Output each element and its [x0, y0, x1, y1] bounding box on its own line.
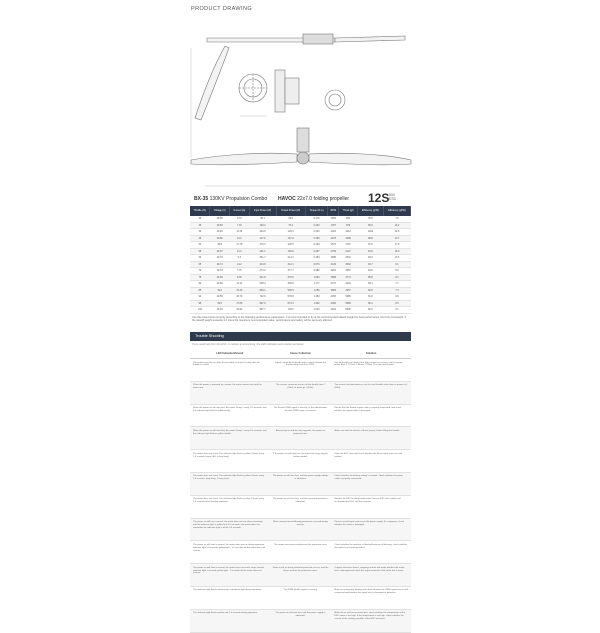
ts-header-cell: LED Indication/Sound: [190, 348, 270, 359]
perf-cell: 11.15: [230, 229, 250, 236]
ts-header-cell: Cause Collection: [270, 348, 332, 359]
perf-cell: 0.469: [305, 255, 327, 262]
perf-cell: 15.25: [230, 287, 250, 294]
perf-cell: 312.1: [276, 261, 305, 268]
perf-cell: 3062: [339, 261, 358, 268]
perf-cell: 80: [190, 281, 210, 288]
ts-cell: Signal cannot be received correct output whether the throttle value over than 110%.: [270, 359, 332, 382]
perf-cell: 90: [190, 294, 210, 301]
perf-cell: 728.0: [276, 307, 305, 314]
ts-cell: The normal received motor so set the start throttle value from its power to 5 (Pilot).: [331, 381, 411, 404]
perf-cell: 45: [190, 235, 210, 242]
perf-cell: 84.7: [357, 261, 383, 268]
perf-cell: 49.69: [210, 281, 230, 288]
perf-cell: 1.084: [305, 274, 327, 281]
perf-cell: 2995: [328, 255, 339, 262]
perf-cell: 65: [190, 261, 210, 268]
ts-cell: Motor startup forced following protection occurred during start-up.: [270, 518, 332, 541]
perf-cell: 84.9: [357, 248, 383, 255]
perf-cell: 15.79: [230, 294, 250, 301]
table-row: [190, 404, 411, 427]
troubleshooting-subnote: If you need help from the ESC, to reduce a unresolving, the LED indication and solution as below:: [192, 343, 305, 346]
perf-cell: 2278: [328, 235, 339, 242]
table-row: [190, 359, 411, 382]
perf-cell: 49.5: [210, 300, 230, 307]
perf-cell: 49.81: [210, 229, 230, 236]
ts-cell: Ensure that the throttle signal cable is properly connected, and check whether the signal cable is damaged.: [331, 404, 411, 427]
perf-cell: 548.4: [249, 281, 276, 288]
table-row: [190, 586, 411, 609]
perf-cell: 1787: [328, 222, 339, 229]
perf-cell: 100: [190, 307, 210, 314]
ts-cell: Check whether the machine is blocked because of blessing, check whether the motor is not working locked.: [331, 541, 411, 564]
perf-cell: 0.434: [305, 242, 327, 249]
perf-cell: 7.15: [230, 222, 250, 229]
table-row: [190, 450, 411, 473]
perf-cell: 1.363: [305, 294, 327, 301]
table-row: [190, 609, 411, 632]
perf-cell: 40: [190, 229, 210, 236]
perf-cell: 49.55: [210, 294, 230, 301]
perf-cell: 10.2: [383, 222, 410, 229]
perf-cell: 1289: [339, 235, 358, 242]
perf-cell: 0.497: [305, 248, 327, 255]
perf-cell: 12.6: [383, 229, 410, 236]
perf-cell: 6.1: [383, 307, 410, 314]
perf-header-cell: Current (A): [230, 206, 250, 216]
ts-cell: If the power on will start fast, the motor has long, may be below needed.: [270, 450, 332, 473]
perf-cell: 0.369: [305, 235, 327, 242]
ts-cell: Open the ESC rotor and check whether the three-motor wires are well welded.: [331, 450, 411, 473]
page-title: PRODUCT DRAWING: [191, 6, 252, 12]
perf-cell: 535.9: [276, 287, 305, 294]
perf-cell: 49.79: [210, 255, 230, 262]
perf-header-cell: RPM: [328, 206, 339, 216]
perf-cell: 81.8: [357, 294, 383, 301]
perf-cell: 55: [190, 248, 210, 255]
perf-cell: 204.9: [249, 229, 276, 236]
perf-cell: 3145: [328, 261, 339, 268]
perf-cell: 1.610: [305, 307, 327, 314]
perf-cell: 331.7: [249, 255, 276, 262]
perf-cell: 80.6: [357, 222, 383, 229]
perf-header-cell: Thrust (gf): [339, 206, 358, 216]
perf-cell: 4657: [339, 287, 358, 294]
perf-cell: 49.6: [210, 287, 230, 294]
perf-cell: 169.9: [276, 248, 305, 255]
table-row: [190, 541, 411, 564]
perf-header-cell: Torque (N.m): [305, 206, 327, 216]
perf-cell: 7.75: [230, 268, 250, 275]
perf-cell: 17.85: [230, 300, 250, 307]
perf-cell: 80.4: [357, 300, 383, 307]
perf-cell: 82.8: [357, 287, 383, 294]
perf-cell: 3774: [339, 274, 358, 281]
perf-cell: 1.256: [305, 287, 327, 294]
perf-cell: 49.85: [210, 216, 230, 222]
ts-cell: Short-circuit or during overload protection occurs, and the drives restarts the production ones.: [270, 564, 332, 587]
perf-cell: 2127: [339, 248, 358, 255]
table-row: [190, 307, 411, 314]
perf-header-cell: Output Power (W): [276, 206, 305, 216]
perf-cell: 379.5: [276, 274, 305, 281]
perf-cell: 95: [190, 300, 210, 307]
perf-cell: 26.0: [276, 216, 305, 222]
perf-cell: 639.1: [249, 287, 276, 294]
perf-cell: 83.1: [357, 281, 383, 288]
perf-cell: 214.2: [276, 255, 305, 262]
perf-cell: 0.670: [305, 261, 327, 268]
perf-cell: 11.11: [230, 281, 250, 288]
ts-cell: The indicator light flashes alternately, sometimes light during operation.: [190, 586, 270, 609]
perf-header-cell: Voltage (V): [210, 206, 230, 216]
usage-note: Use the power level correctly according to the following performance parameters. It is recommended to fly at the recommended takeoff weight for best performance. Don't fly overweight. If the takeoff weight exceeds 1.2 times the maximum recommended value, performance and safety will be seriously affected.: [192, 316, 407, 323]
perf-cell: 448.9: [276, 281, 305, 288]
ts-cell: Restore the ESC flashing model value. Ensure ESC after stable and acclimation the ESC and the program.: [331, 495, 411, 518]
perf-cell: 85.8: [357, 274, 383, 281]
perf-cell: 49.8: [210, 242, 230, 249]
ts-cell: The contact connector test in not the throttle tone 7 (Pilot), or more up 1 (Pilot).: [270, 381, 332, 404]
perf-cell: 49.87: [210, 248, 230, 255]
ts-cell: The power on will start in normal, the motor loses out and it stops instead, indicator light 1 seconds yellow light - 1 seconds off the motor does not recover.: [190, 564, 270, 587]
perf-cell: 3770: [328, 281, 339, 288]
perf-cell: 1.382: [305, 300, 327, 307]
ts-cell: Push-in turnoff again and restart the power supply. If it reappears, check whether the motor is damaged.: [331, 518, 411, 541]
perf-cell: 128.5: [276, 242, 305, 249]
perf-cell: 49.80: [210, 235, 230, 242]
perf-cell: 213.8: [249, 261, 276, 268]
perf-cell: 84.9: [357, 255, 383, 262]
motor-title: BX-35 130KV Propulsion Combo: [194, 196, 268, 202]
perf-cell: 673.3: [276, 300, 305, 307]
perf-cell: 0.290: [305, 222, 327, 229]
perf-header-cell: Efficiency (g/W): [357, 206, 383, 216]
perf-cell: 5.3: [230, 255, 250, 262]
perf-cell: 3.73: [230, 216, 250, 222]
perf-cell: 377.7: [276, 268, 305, 275]
perf-header-cell: Efficiency (gf/W): [383, 206, 410, 216]
perf-cell: 70: [190, 268, 210, 275]
perf-cell: 4155: [328, 294, 339, 301]
perf-cell: 75.2: [276, 222, 305, 229]
perf-cell: 441.8: [249, 274, 276, 281]
perf-cell: 49.72: [210, 261, 230, 268]
perf-cell: 8.2: [383, 274, 410, 281]
ts-cell: Make an emergency landing and check whether the PWM signal wire is well connected and whether the signal wire is damaged or defective.: [331, 586, 411, 609]
ts-cell: The power on will start in normal, the motor does not run during operation, indicator light 5.0 seconds yellow light - 1.0 seconds off the motor does not recover.: [190, 541, 270, 564]
perf-cell: 19.94: [230, 307, 250, 314]
ts-cell: The motor overcurrent and prevent the protection runs.: [270, 541, 332, 564]
ts-cell: The motor beep can run after the provided, instead, but only after the throttle is raised.: [190, 359, 270, 382]
perf-cell: 1012: [339, 229, 358, 236]
table-row: [190, 564, 411, 587]
perf-cell: 49.69: [210, 274, 230, 281]
perf-cell: 17.78: [230, 242, 250, 249]
perf-cell: 126.0: [276, 229, 305, 236]
perf-cell: 1450: [328, 216, 339, 222]
performance-table: [190, 206, 411, 314]
perf-cell: 49.49: [210, 307, 230, 314]
perf-cell: 7.7: [383, 281, 410, 288]
perf-cell: 4382: [328, 300, 339, 307]
perf-cell: 2799: [328, 248, 339, 255]
cell-count: 12S: [368, 191, 390, 205]
ts-cell: The power on will run a normal, the motor does not run when remaining, and the indicator light is yellow four 5.0 seconds - the motor does not remember the indicator light is off for 3.0 seconds.: [190, 518, 270, 541]
perf-cell: 167.9: [276, 235, 305, 242]
perf-cell: 18.0: [383, 248, 410, 255]
perf-cell: 82.2: [357, 307, 383, 314]
ts-cell: The power on will start fast, and the external lamination is abnormal.: [270, 495, 332, 518]
perf-cell: 139.2: [249, 222, 276, 229]
perf-cell: 12.2: [230, 235, 250, 242]
perf-cell: 3291: [328, 268, 339, 275]
perf-cell: 84.8: [357, 268, 383, 275]
perf-cell: 30: [190, 216, 210, 222]
table-row: [190, 495, 411, 518]
perf-cell: 0.982: [305, 268, 327, 275]
ts-cell: Make the as well as an arrival part, check whether the temperature of the ESC motor is too high. If the temperature is not high, check whether the current of the cooling propeller of the ESC too lower.: [331, 609, 411, 632]
ts-cell: The motor does not count. The indicator light flashes yellow 3 times every 1.0 seconds (more LED x short long).: [190, 450, 270, 473]
perf-header-cell: Input Power (W): [249, 206, 276, 216]
ts-cell: Original electronic device, stoppings tunnel and make whether the motor line is damaged and check the output terminal of the motor line is burnt.: [331, 564, 411, 587]
perf-cell: 96.8: [357, 235, 383, 242]
perf-cell: 7.6: [383, 216, 410, 222]
perf-cell: 50: [190, 242, 210, 249]
table-row: [190, 472, 411, 495]
perf-cell: 49.83: [210, 222, 230, 229]
perf-cell: 2542: [339, 255, 358, 262]
ts-cell: The PWM throttle signal is missing.: [270, 586, 332, 609]
perf-cell: 742.6: [249, 294, 276, 301]
perf-cell: 14.2: [230, 261, 250, 268]
perf-cell: 0.170: [305, 216, 327, 222]
perf-cell: 7.3: [383, 287, 410, 294]
perf-cell: 1.177: [305, 281, 327, 288]
troubleshooting-table: [190, 348, 411, 633]
ts-cell: The indicator light flashes yellow red 1.0 seconds during operation.: [190, 609, 270, 632]
perf-cell: 4402: [328, 307, 339, 314]
ts-header-cell: Solution: [331, 348, 411, 359]
ts-cell: When the power on will start fast, the motor "beeps" every 1.0 seconds, and the indicator light flashes yellow briefly.: [190, 404, 270, 427]
perf-cell: 2023: [328, 229, 339, 236]
ts-cell: The power on will start fast, and the power supply voltage is abnormal.: [270, 472, 332, 495]
perf-cell: 35: [190, 222, 210, 229]
ts-cell: Set the throttle start limit of the flight control or receiver, and its turning power than 1 T (Peak 1 /Motor 1 /Other 1) or personal throttle.: [331, 359, 411, 382]
ts-cell: When the power on will start fast, the motor "beeps" every 0.6 seconds, and the indicator light flashes yellow double.: [190, 427, 270, 450]
perf-cell: 6.5: [383, 300, 410, 307]
voltage-esc-label: 50V ESC: [389, 193, 397, 201]
perf-cell: 879: [339, 222, 358, 229]
product-drawing: [185, 18, 417, 190]
perf-cell: 9.1: [383, 261, 410, 268]
perf-cell: 8.9: [383, 268, 410, 275]
perf-cell: 987.7: [249, 307, 276, 314]
perf-cell: 4194: [339, 281, 358, 288]
perf-cell: 578.8: [276, 294, 305, 301]
perf-cell: 96.1: [249, 216, 276, 222]
perf-cell: 3983: [328, 287, 339, 294]
perf-cell: 117.9: [249, 235, 276, 242]
propeller-title: HAVOC 22x7.0 folding propeller: [278, 196, 350, 202]
ts-cell: The power on will start fast, and the power supply is abnormal.: [270, 609, 332, 632]
table-row: [190, 427, 411, 450]
perf-cell: 10.7: [383, 235, 410, 242]
table-row: [190, 518, 411, 541]
perf-cell: 9.38: [230, 274, 250, 281]
perf-cell: 1767: [339, 242, 358, 249]
perf-cell: 75: [190, 274, 210, 281]
perf-cell: 1044: [357, 229, 383, 236]
ts-cell: The motor does not count. The indicator light flashes yellow 5 times every 1.0 seconds after flashing moderate.: [190, 495, 270, 518]
troubleshooting-header: Trouble Shooting: [190, 332, 411, 341]
perf-header-cell: Throttle (%): [190, 206, 210, 216]
perf-cell: 0.320: [305, 229, 327, 236]
perf-cell: 3688: [328, 274, 339, 281]
perf-cell: 5990: [339, 307, 358, 314]
perf-cell: 17.8: [383, 242, 410, 249]
perf-cell: 85: [190, 287, 210, 294]
perf-cell: 49.73: [210, 268, 230, 275]
ts-cell: Make sure that the electric cell was proper, before lifting the throttle.: [331, 427, 411, 450]
ts-cell: The throttle PWM signal is missing, or the identification, the data PWM range is incorrect.: [270, 404, 332, 427]
perf-cell: 261.1: [249, 248, 276, 255]
perf-cell: 820: [339, 216, 358, 222]
ts-cell: When the power is powered on, remote, the motor cannot start and the motor runs.: [190, 381, 270, 404]
ts-cell: Check whether the battery voltage is normal. Check whether the power cable is properly connected.: [331, 472, 411, 495]
ts-cell: The motor does not count. The indicator light flashes yellow 4 times every 1.0 seconds, long beep, 1 long sheet.: [190, 472, 270, 495]
perf-cell: 5085: [339, 294, 358, 301]
perf-cell: 2573: [328, 242, 339, 249]
perf-cell: 374.2: [249, 268, 276, 275]
perf-cell: 176.2: [249, 242, 276, 249]
perf-cell: 867.6: [249, 300, 276, 307]
perf-cell: 13.6: [383, 255, 410, 262]
perf-cell: 60: [190, 255, 210, 262]
perf-cell: 97.6: [357, 242, 383, 249]
table-row: [190, 381, 411, 404]
ts-cell: Battery high in and the slap upgrade, low power on protection loss.: [270, 427, 332, 450]
perf-cell: 3357: [339, 268, 358, 275]
perf-cell: 78.6: [357, 216, 383, 222]
perf-cell: 21.2: [230, 248, 250, 255]
perf-cell: 6.8: [383, 294, 410, 301]
perf-cell: 5589: [339, 300, 358, 307]
